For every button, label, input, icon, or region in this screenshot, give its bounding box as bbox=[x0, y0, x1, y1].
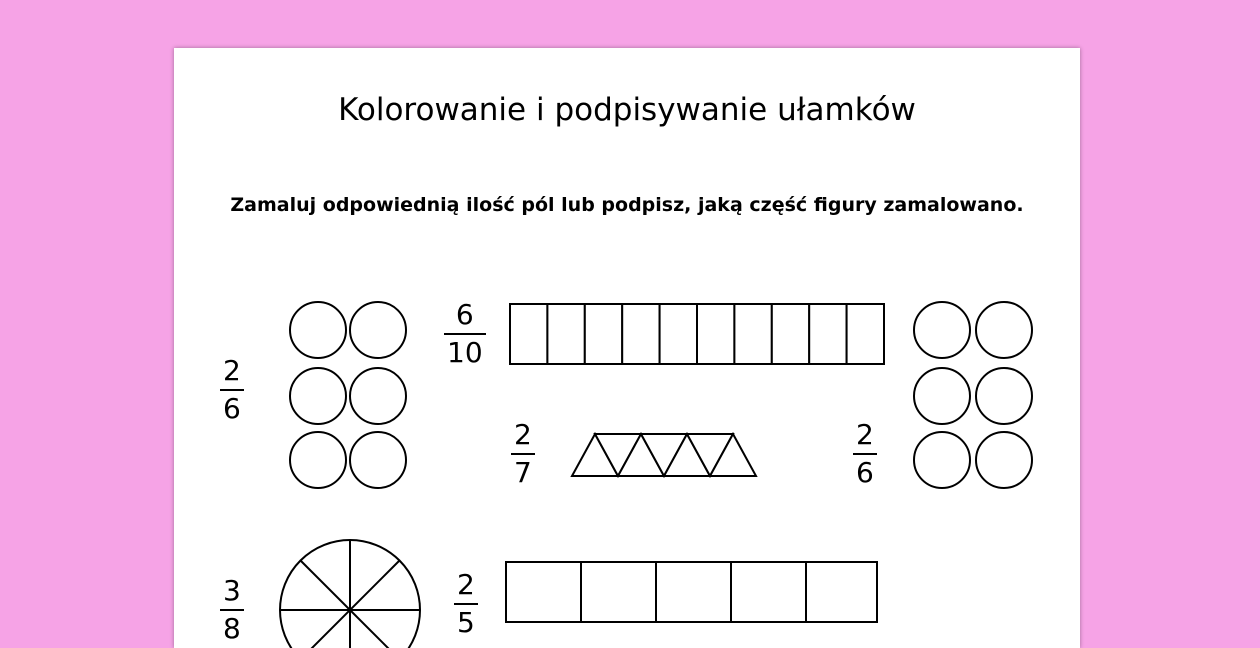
strip-part[interactable] bbox=[510, 304, 547, 364]
strip-part[interactable] bbox=[731, 562, 806, 622]
rectangle-strip-top bbox=[510, 304, 884, 364]
circle-part[interactable] bbox=[290, 432, 346, 488]
circle-part[interactable] bbox=[350, 368, 406, 424]
strip-part[interactable] bbox=[656, 562, 731, 622]
fraction-denominator: 10 bbox=[444, 338, 486, 368]
strip-part[interactable] bbox=[806, 562, 877, 622]
strip-part[interactable] bbox=[585, 304, 622, 364]
fraction-numerator: 2 bbox=[511, 420, 535, 450]
strip-part[interactable] bbox=[697, 304, 734, 364]
fraction-numerator: 3 bbox=[220, 576, 244, 606]
strip-part[interactable] bbox=[734, 304, 771, 364]
circle-part[interactable] bbox=[350, 302, 406, 358]
circle-part[interactable] bbox=[914, 368, 970, 424]
fraction-denominator: 8 bbox=[220, 614, 244, 644]
rectangle-strip-bottom bbox=[506, 562, 877, 622]
circle-grid-left bbox=[290, 302, 406, 488]
fraction-denominator: 6 bbox=[853, 458, 877, 488]
circle-part[interactable] bbox=[976, 432, 1032, 488]
circle-part[interactable] bbox=[290, 302, 346, 358]
worksheet-title: Kolorowanie i podpisywanie ułamków bbox=[174, 92, 1080, 128]
fraction-denominator: 5 bbox=[454, 608, 478, 638]
worksheet-page bbox=[174, 48, 1080, 648]
strip-part[interactable] bbox=[506, 562, 581, 622]
fraction-numerator: 2 bbox=[220, 356, 244, 386]
strip-part[interactable] bbox=[809, 304, 846, 364]
circle-part[interactable] bbox=[976, 302, 1032, 358]
fraction-numerator: 2 bbox=[454, 570, 478, 600]
strip-part[interactable] bbox=[772, 304, 809, 364]
circle-part[interactable] bbox=[914, 432, 970, 488]
fraction-numerator: 6 bbox=[453, 300, 477, 330]
circle-part[interactable] bbox=[350, 432, 406, 488]
triangle-strip bbox=[572, 434, 756, 476]
strip-part[interactable] bbox=[847, 304, 884, 364]
fraction-denominator: 6 bbox=[220, 394, 244, 424]
circle-part[interactable] bbox=[290, 368, 346, 424]
fraction-denominator: 7 bbox=[511, 458, 535, 488]
circle-part[interactable] bbox=[976, 368, 1032, 424]
circle-part[interactable] bbox=[914, 302, 970, 358]
worksheet-instruction: Zamaluj odpowiednią ilość pól lub podpisz, jaką część figury zamalowano. bbox=[174, 194, 1080, 216]
strip-part[interactable] bbox=[547, 304, 584, 364]
strip-part[interactable] bbox=[581, 562, 656, 622]
pie-circle bbox=[280, 540, 420, 648]
fraction-numerator: 2 bbox=[853, 420, 877, 450]
strip-part[interactable] bbox=[622, 304, 659, 364]
circle-grid-right bbox=[914, 302, 1032, 488]
fraction-shapes bbox=[174, 48, 1080, 648]
strip-part[interactable] bbox=[660, 304, 697, 364]
